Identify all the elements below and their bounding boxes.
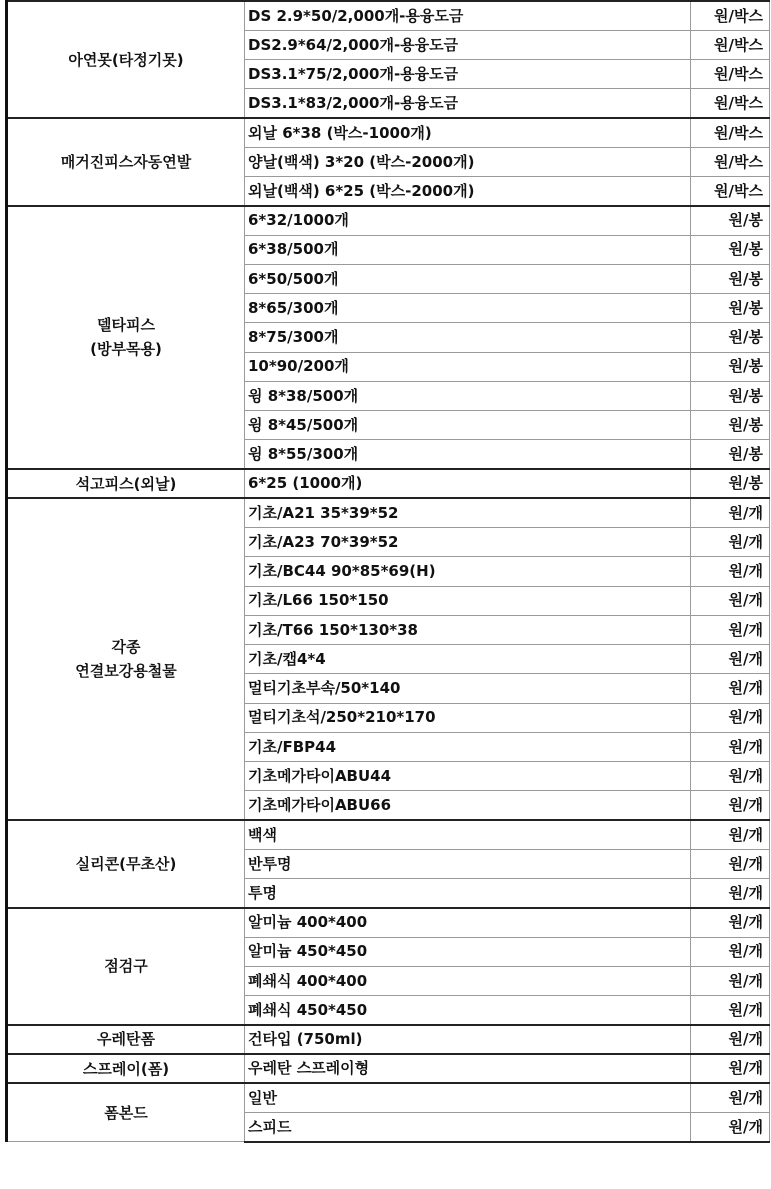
- spec-cell: 투명: [245, 879, 691, 908]
- spec-cell: 8*75/300개: [245, 323, 691, 352]
- spec-cell: 기초메가타이ABU66: [245, 791, 691, 820]
- spec-cell: 윙 8*45/500개: [245, 411, 691, 440]
- spec-cell: DS3.1*75/2,000개-용융도금: [245, 60, 691, 89]
- spec-cell: 폐쇄식 450*450: [245, 996, 691, 1025]
- spec-cell: 알미늄 450*450: [245, 937, 691, 966]
- table-row: [7, 118, 770, 147]
- spec-cell: 8*65/300개: [245, 294, 691, 323]
- category-cell: [7, 1054, 245, 1083]
- product-table: [5, 0, 770, 1143]
- table-row: [7, 1025, 770, 1054]
- unit-cell: 원/개: [691, 849, 770, 878]
- unit-cell: 원/개: [691, 528, 770, 557]
- spec-cell: 외날(백색) 6*25 (박스-2000개): [245, 177, 691, 206]
- unit-cell: 원/봉: [691, 235, 770, 264]
- unit-cell: 원/개: [691, 1083, 770, 1112]
- category-label: 석고피스(외날): [75, 474, 177, 493]
- spec-cell: 일반: [245, 1083, 691, 1112]
- category-label: 델타피스: [97, 316, 155, 335]
- spec-cell: 반투명: [245, 849, 691, 878]
- spec-cell: 기초/T66 150*130*38: [245, 615, 691, 644]
- unit-cell: 원/박스: [691, 177, 770, 206]
- unit-cell: 원/봉: [691, 294, 770, 323]
- spec-cell: 6*50/500개: [245, 264, 691, 293]
- spec-cell: 스피드: [245, 1113, 691, 1142]
- unit-cell: 원/봉: [691, 469, 770, 498]
- table-row: [7, 908, 770, 937]
- unit-cell: 원/박스: [691, 147, 770, 176]
- spec-cell: 멀티기초부속/50*140: [245, 674, 691, 703]
- unit-cell: 원/개: [691, 820, 770, 849]
- category-label: 우레탄폼: [97, 1030, 155, 1049]
- table-row: [7, 206, 770, 235]
- spec-cell: 알미늄 400*400: [245, 908, 691, 937]
- category-cell: [7, 820, 245, 908]
- spec-cell: 기초/BC44 90*85*69(H): [245, 557, 691, 586]
- unit-cell: 원/박스: [691, 118, 770, 147]
- spec-cell: 윙 8*38/500개: [245, 381, 691, 410]
- table-row: [7, 1, 770, 30]
- unit-cell: 원/박스: [691, 89, 770, 118]
- unit-cell: 원/박스: [691, 30, 770, 59]
- table-body: [7, 1, 770, 1142]
- unit-cell: 원/박스: [691, 1, 770, 30]
- unit-cell: 원/개: [691, 732, 770, 761]
- spec-cell: 기초/A21 35*39*52: [245, 498, 691, 527]
- table-row: [7, 820, 770, 849]
- unit-cell: 원/개: [691, 586, 770, 615]
- unit-cell: 원/개: [691, 674, 770, 703]
- category-label: 점검구: [104, 957, 148, 976]
- spec-cell: 우레탄 스프레이형: [245, 1054, 691, 1083]
- spec-cell: 양날(백색) 3*20 (박스-2000개): [245, 147, 691, 176]
- spec-cell: 폐쇄식 400*400: [245, 966, 691, 995]
- price-sheet: [5, 0, 770, 1143]
- unit-cell: 원/봉: [691, 323, 770, 352]
- spec-cell: DS3.1*83/2,000개-용융도금: [245, 89, 691, 118]
- category-cell: [7, 498, 245, 820]
- spec-cell: 기초/L66 150*150: [245, 586, 691, 615]
- category-label: (방부목용): [90, 340, 162, 359]
- table-row: [7, 469, 770, 498]
- spec-cell: DS2.9*64/2,000개-용융도금: [245, 30, 691, 59]
- unit-cell: 원/개: [691, 996, 770, 1025]
- unit-cell: 원/개: [691, 1025, 770, 1054]
- unit-cell: 원/봉: [691, 411, 770, 440]
- spec-cell: 기초/A23 70*39*52: [245, 528, 691, 557]
- unit-cell: 원/개: [691, 498, 770, 527]
- spec-cell: 윙 8*55/300개: [245, 440, 691, 469]
- category-label: 실리콘(무초산): [75, 854, 177, 873]
- category-cell: [7, 1025, 245, 1054]
- unit-cell: 원/개: [691, 703, 770, 732]
- table-row: [7, 1083, 770, 1112]
- category-cell: [7, 206, 245, 469]
- spec-cell: 10*90/200개: [245, 352, 691, 381]
- unit-cell: 원/개: [691, 1113, 770, 1142]
- unit-cell: 원/개: [691, 645, 770, 674]
- category-cell: [7, 908, 245, 1025]
- category-cell: [7, 1, 245, 118]
- unit-cell: 원/개: [691, 1054, 770, 1083]
- spec-cell: DS 2.9*50/2,000개-용융도금: [245, 1, 691, 30]
- category-label: 폼본드: [104, 1103, 148, 1122]
- spec-cell: 6*32/1000개: [245, 206, 691, 235]
- category-cell: [7, 1083, 245, 1142]
- unit-cell: 원/개: [691, 762, 770, 791]
- unit-cell: 원/개: [691, 557, 770, 586]
- unit-cell: 원/봉: [691, 264, 770, 293]
- category-cell: [7, 469, 245, 498]
- spec-cell: 기초메가타이ABU44: [245, 762, 691, 791]
- unit-cell: 원/개: [691, 908, 770, 937]
- unit-cell: 원/개: [691, 615, 770, 644]
- spec-cell: 건타입 (750ml): [245, 1025, 691, 1054]
- category-cell: [7, 118, 245, 206]
- unit-cell: 원/봉: [691, 206, 770, 235]
- category-label: 아연못(타정기못): [68, 50, 184, 69]
- unit-cell: 원/개: [691, 937, 770, 966]
- unit-cell: 원/봉: [691, 440, 770, 469]
- unit-cell: 원/봉: [691, 381, 770, 410]
- unit-cell: 원/봉: [691, 352, 770, 381]
- table-row: [7, 1054, 770, 1083]
- spec-cell: 외날 6*38 (박스-1000개): [245, 118, 691, 147]
- spec-cell: 기초/캡4*4: [245, 645, 691, 674]
- spec-cell: 기초/FBP44: [245, 732, 691, 761]
- category-label: 각종: [111, 638, 141, 657]
- spec-cell: 6*38/500개: [245, 235, 691, 264]
- unit-cell: 원/개: [691, 966, 770, 995]
- spec-cell: 멀티기초석/250*210*170: [245, 703, 691, 732]
- spec-cell: 6*25 (1000개): [245, 469, 691, 498]
- unit-cell: 원/개: [691, 879, 770, 908]
- unit-cell: 원/개: [691, 791, 770, 820]
- category-label: 매거진피스자동연발: [60, 152, 192, 171]
- unit-cell: 원/박스: [691, 60, 770, 89]
- spec-cell: 백색: [245, 820, 691, 849]
- table-row: [7, 498, 770, 527]
- category-label: 스프레이(폼): [82, 1059, 170, 1078]
- category-label: 연결보강용철물: [75, 662, 177, 681]
